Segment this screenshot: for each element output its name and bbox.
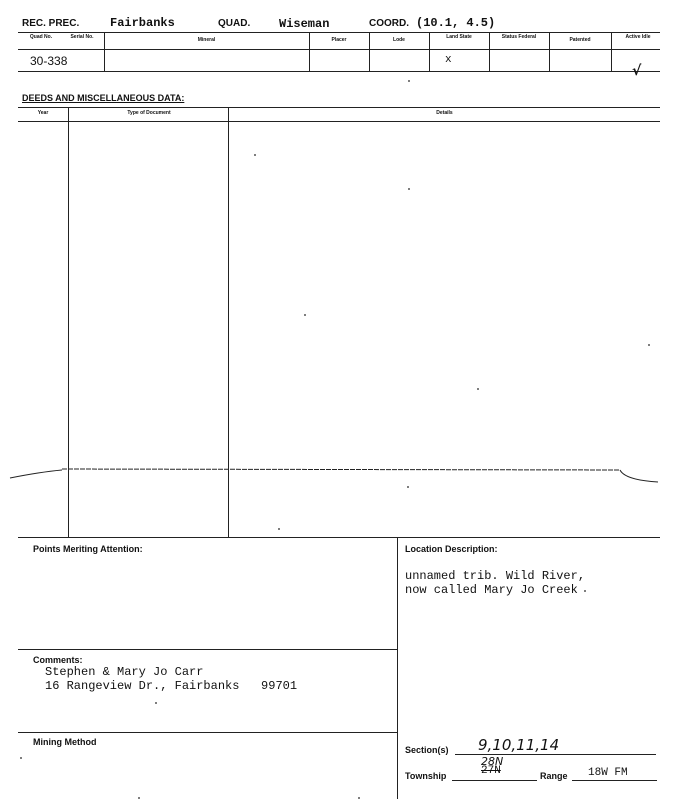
sections-value: 9,10,11,14 [478,736,560,754]
claim-col-divider [489,33,490,71]
col-details: Details [436,110,453,116]
rec-prec-value: Fairbanks [110,16,175,30]
col-year: Year [37,110,49,116]
land-state-mark: x [445,54,452,66]
comments-bottom-rule [18,732,397,733]
scan-speck [408,80,410,82]
header-rule [18,32,660,33]
township-label: Township [405,771,447,781]
bottom-col-divider [397,537,398,799]
range-value: 18W FM [588,767,628,779]
col-lode: Lode [393,37,405,43]
scan-speck [408,188,410,190]
deeds-section-title: DEEDS AND MISCELLANEOUS DATA: [22,93,185,103]
scan-speck [358,797,360,799]
scan-speck [254,154,256,156]
range-label: Range [540,771,568,781]
col-placer: Placer [331,37,347,43]
comments-line-1: Stephen & Mary Jo Carr [45,665,204,679]
handdrawn-separator [0,460,678,490]
claim-col-divider [429,33,430,71]
township-underline [452,780,537,781]
quad-value: Wiseman [279,17,330,31]
coord-label: COORD. [369,18,409,29]
scan-speck [584,590,586,592]
township-value-new: 28N [481,755,504,768]
location-description-label: Location Description: [405,544,498,554]
deeds-header-rule [18,121,660,122]
township-value-struck: 27N [481,765,501,777]
col-mineral: Mineral [197,37,216,43]
col-active-idle: Active Idle [625,34,651,40]
scan-speck [278,528,280,530]
comments-line-2: 16 Rangeview Dr., Fairbanks 99701 [45,679,298,693]
deeds-top-rule [18,107,660,108]
col-quad-no: Quad No. [29,34,53,40]
location-line-1: unnamed trib. Wild River, [405,569,586,583]
range-underline [572,780,657,781]
rec-prec-label: REC. PREC. [22,18,80,29]
active-idle-mark: √ [632,63,642,79]
claim-col-divider [611,33,612,71]
col-type-of-document: Type of Document [127,110,171,116]
claim-bottom-rule [18,71,660,72]
scan-speck [648,344,650,346]
sections-label: Section(s) [405,745,449,755]
claim-header-rule [18,49,660,50]
col-status-federal: Status Federal [501,34,537,40]
scan-speck [407,486,409,488]
points-bottom-rule [18,649,397,650]
comments-label: Comments: [33,655,83,665]
scan-speck [20,757,22,759]
bottom-top-rule [18,537,660,538]
location-line-2: now called Mary Jo Creek [405,583,578,597]
scan-speck [304,314,306,316]
col-land-state: Land State [446,34,472,40]
quad-serial-value: 30-338 [30,54,68,68]
col-serial-no: Serial No. [70,34,94,40]
col-patented: Patented [569,37,591,43]
quad-label: QUAD. [218,18,251,29]
points-meriting-attention-label: Points Meriting Attention: [33,544,143,554]
scan-speck [477,388,479,390]
mining-method-label: Mining Method [33,737,97,747]
coord-value: (10.1, 4.5) [416,16,496,30]
scan-speck [155,702,157,704]
scan-speck [138,797,140,799]
